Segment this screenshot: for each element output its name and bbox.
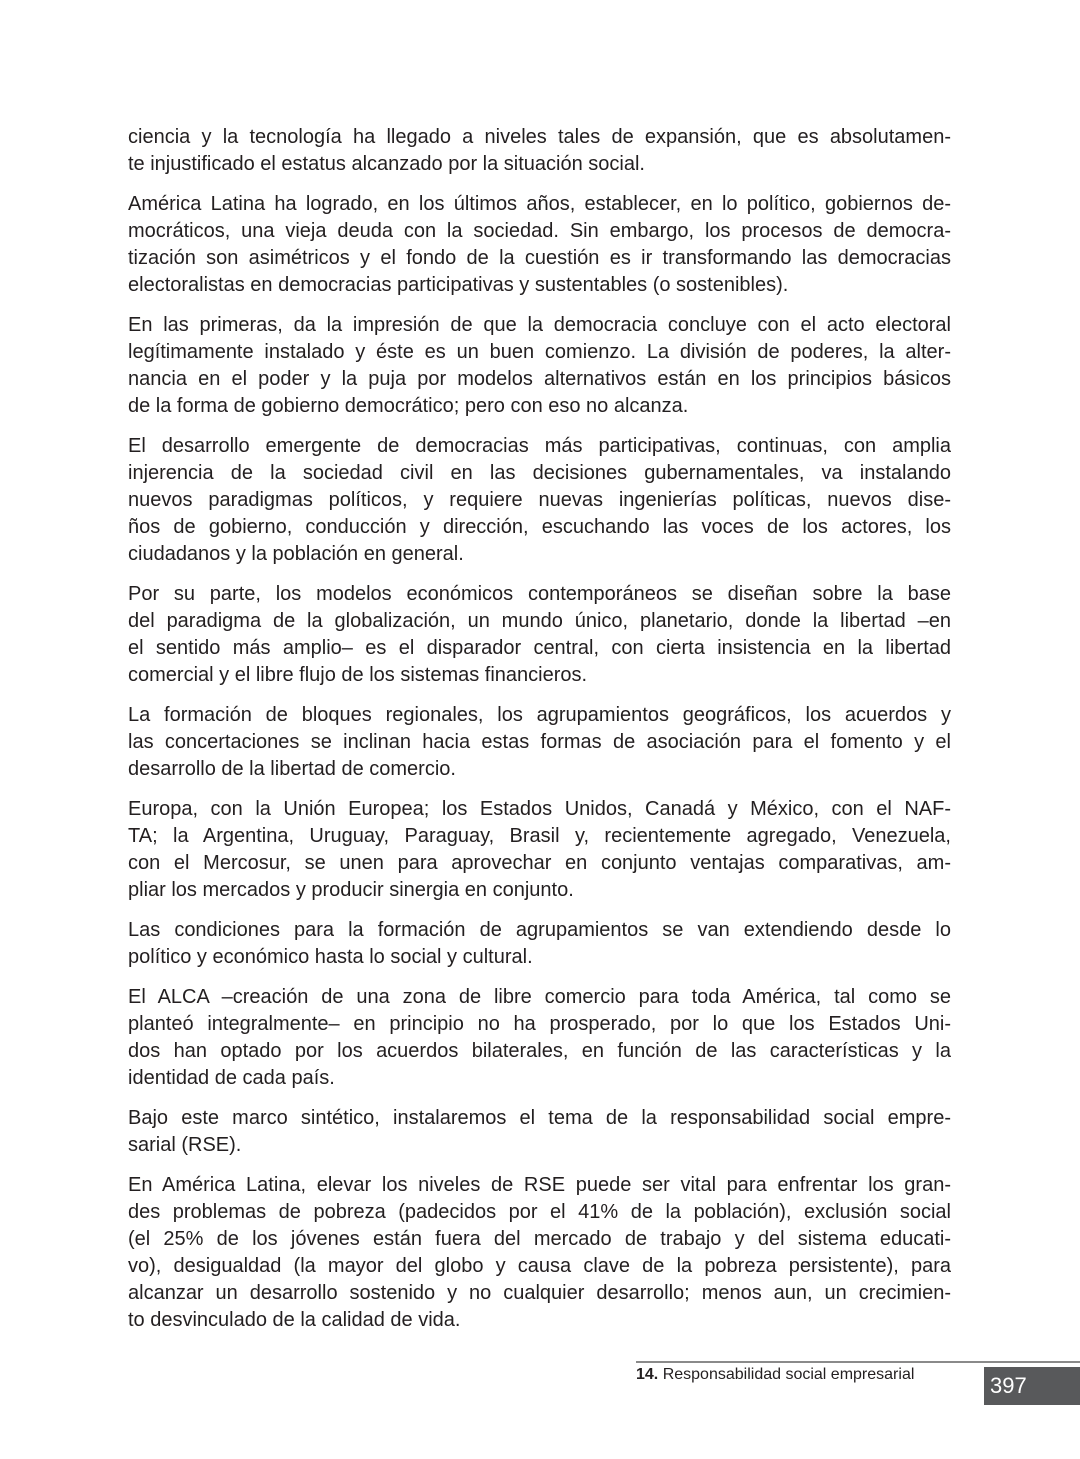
text-line: con el Mercosur, se unen para aprovechar en conjunto ventajas comparativas, am- <box>128 852 951 874</box>
text-line: de la forma de gobierno democrático; pero con eso no alcanza. <box>128 395 689 417</box>
footer-rule <box>636 1361 1080 1363</box>
paragraph <box>128 312 951 420</box>
text-line: des problemas de pobreza (padecidos por el 41% de la población), exclusión social <box>128 1201 951 1223</box>
paragraph <box>128 433 951 568</box>
paragraph <box>128 581 951 689</box>
page-number: 397 <box>984 1367 1080 1405</box>
body-text <box>128 124 951 1347</box>
text-line: mocráticos, una vieja deuda con la sociedad. Sin embargo, los procesos de democra- <box>128 220 951 242</box>
text-line: (el 25% de los jóvenes están fuera del mercado de trabajo y del sistema educati- <box>128 1228 951 1250</box>
text-line: político y económico hasta lo social y cultural. <box>128 946 533 968</box>
text-line: En las primeras, da la impresión de que la democracia concluye con el acto electoral <box>128 314 951 336</box>
text-line: pliar los mercados y producir sinergia en conjunto. <box>128 879 574 901</box>
text-line: ciencia y la tecnología ha llegado a niveles tales de expansión, que es absolutamen- <box>128 126 951 148</box>
paragraph <box>128 124 951 178</box>
text-line: ños de gobierno, conducción y dirección, escuchando las voces de los actores, los <box>128 516 951 538</box>
text-line: nancia en el poder y la puja por modelos alternativos están en los principios básicos <box>128 368 951 390</box>
text-line: legítimamente instalado y éste es un buen comienzo. La división de poderes, la alter- <box>128 341 951 363</box>
text-line: TA; la Argentina, Uruguay, Paraguay, Brasil y, recientemente agregado, Venezuela, <box>128 825 951 847</box>
footer-chapter <box>636 1366 914 1384</box>
text-line: vo), desigualdad (la mayor del globo y causa clave de la pobreza persistente), para <box>128 1255 951 1277</box>
text-line: del paradigma de la globalización, un mundo único, planetario, donde la libertad –en <box>128 610 951 632</box>
paragraph <box>128 702 951 783</box>
paragraph <box>128 796 951 904</box>
text-line: Las condiciones para la formación de agrupamientos se van extendiendo desde lo <box>128 919 951 941</box>
text-line: nuevos paradigmas políticos, y requiere nuevas ingenierías políticas, nuevos dise- <box>128 489 951 511</box>
text-line: La formación de bloques regionales, los agrupamientos geográficos, los acuerdos y <box>128 704 951 726</box>
chapter-title: Responsabilidad social empresarial <box>662 1366 915 1383</box>
text-line: identidad de cada país. <box>128 1067 335 1089</box>
text-line: ciudadanos y la población en general. <box>128 543 464 565</box>
text-line: El desarrollo emergente de democracias más participativas, continuas, con amplia <box>128 435 951 457</box>
text-line: el sentido más amplio– es el disparador central, con cierta insistencia en la libertad <box>128 637 951 659</box>
text-line: El ALCA –creación de una zona de libre comercio para toda América, tal como se <box>128 986 951 1008</box>
text-line: las concertaciones se inclinan hacia estas formas de asociación para el fomento y el <box>128 731 951 753</box>
text-line: desarrollo de la libertad de comercio. <box>128 758 456 780</box>
text-line: Por su parte, los modelos económicos contemporáneos se diseñan sobre la base <box>128 583 951 605</box>
text-line: te injustificado el estatus alcanzado por la situación social. <box>128 153 645 175</box>
text-line: planteó integralmente– en principio no ha prosperado, por lo que los Estados Uni- <box>128 1013 951 1035</box>
paragraph <box>128 984 951 1092</box>
text-line: dos han optado por los acuerdos bilaterales, en función de las características y la <box>128 1040 951 1062</box>
text-line: En América Latina, elevar los niveles de RSE puede ser vital para enfrentar los gran- <box>128 1174 951 1196</box>
text-line: alcanzar un desarrollo sostenido y no cualquier desarrollo; menos aun, un crecimien- <box>128 1282 951 1304</box>
paragraph <box>128 1105 951 1159</box>
paragraph <box>128 917 951 971</box>
text-line: sarial (RSE). <box>128 1134 242 1156</box>
text-line: tización son asimétricos y el fondo de la cuestión es ir transformando las democracias <box>128 247 951 269</box>
text-line: América Latina ha logrado, en los últimos años, establecer, en lo político, gobiernos de- <box>128 193 951 215</box>
paragraph <box>128 1172 951 1334</box>
text-line: Europa, con la Unión Europea; los Estados Unidos, Canadá y México, con el NAF- <box>128 798 951 820</box>
text-line: to desvinculado de la calidad de vida. <box>128 1309 461 1331</box>
text-line: comercial y el libre flujo de los sistemas financieros. <box>128 664 588 686</box>
text-line: injerencia de la sociedad civil en las decisiones gubernamentales, va instalando <box>128 462 951 484</box>
paragraph <box>128 191 951 299</box>
text-line: electoralistas en democracias participativas y sustentables (o sostenibles). <box>128 274 789 296</box>
text-line: Bajo este marco sintético, instalaremos el tema de la responsabilidad social empre- <box>128 1107 951 1129</box>
chapter-number: 14. <box>636 1366 659 1383</box>
